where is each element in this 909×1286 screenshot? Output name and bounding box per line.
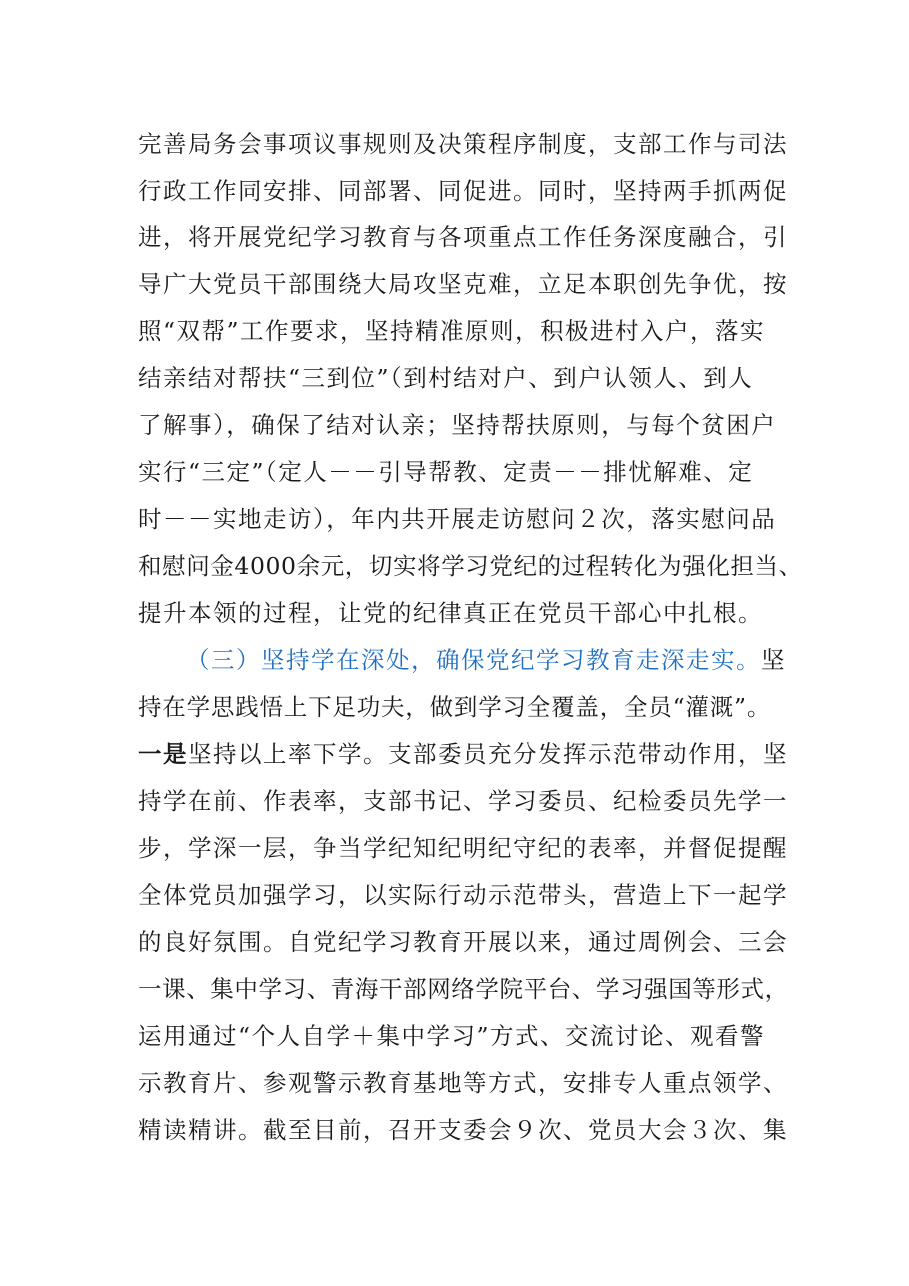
paragraph-line: 一课、集中学习、青海干部网络学院平台、学习强国等形式， — [138, 975, 789, 1003]
paragraph-line: 提升本领的过程，让党的纪律真正在党员干部心中扎根。 — [138, 599, 763, 627]
paragraph-line: 导广大党员干部围绕大局攻坚克难，立足本职创先争优，按 — [138, 270, 788, 298]
paragraph-line: 行政工作同安排、同部署、同促进。同时，坚持两手抓两促 — [138, 177, 788, 205]
paragraph-line: 了解事），确保了结对认亲；坚持帮扶原则，与每个贫困户 — [138, 411, 777, 439]
section-heading: （三）坚持学在深处，确保党纪学习教育走深走实。 — [186, 646, 761, 674]
point-label: 一是 — [138, 740, 188, 768]
paragraph-line: 持学在前、作表率，支部书记、学习委员、纪检委员先学一 — [138, 787, 788, 815]
paragraph-line: 实行“三定”（定人－－引导帮教、定责－－排忧解难、定 — [138, 458, 754, 486]
paragraph-line: 全体党员加强学习，以实际行动示范带头，营造上下一起学 — [138, 881, 788, 909]
paragraph-line: 结亲结对帮扶“三到位”（到村结对户、到户认领人、到人 — [138, 364, 754, 392]
point-text: 坚持以上率下学。支部委员充分发挥示范带动作用，坚 — [188, 740, 788, 768]
paragraph-line: 运用通过“个人自学＋集中学习”方式、交流讨论、观看警 — [138, 1022, 766, 1050]
paragraph-line: 持在学思践悟上下足功夫，做到学习全覆盖，全员“灌溉”。 — [138, 693, 772, 721]
paragraph-line: 时－－实地走访），年内共开展走访慰问２次，落实慰问品 — [138, 505, 777, 533]
paragraph-line: 的良好氛围。自党纪学习教育开展以来，通过周例会、三会 — [138, 928, 788, 956]
point-line — [138, 731, 788, 777]
paragraph-line: 步，学深一层，争当学纪知纪明纪守纪的表率，并督促提醒 — [138, 834, 788, 862]
paragraph-line: 进，将开展党纪学习教育与各项重点工作任务深度融合，引 — [138, 223, 788, 251]
paragraph-line: 和慰问金4000余元，切实将学习党纪的过程转化为强化担当、 — [138, 552, 803, 580]
section-heading-line — [186, 637, 786, 683]
paragraph-line: 示教育片、参观警示教育基地等方式，安排专人重点领学、 — [138, 1069, 788, 1097]
paragraph-line: 照“双帮”工作要求，坚持精准原则，积极进村入户，落实 — [138, 317, 766, 345]
paragraph-line: 完善局务会事项议事规则及决策程序制度，支部工作与司法 — [138, 130, 788, 158]
paragraph-line: 精读精讲。截至目前，召开支委会９次、党员大会３次、集 — [138, 1116, 788, 1144]
heading-tail: 坚 — [761, 646, 786, 674]
